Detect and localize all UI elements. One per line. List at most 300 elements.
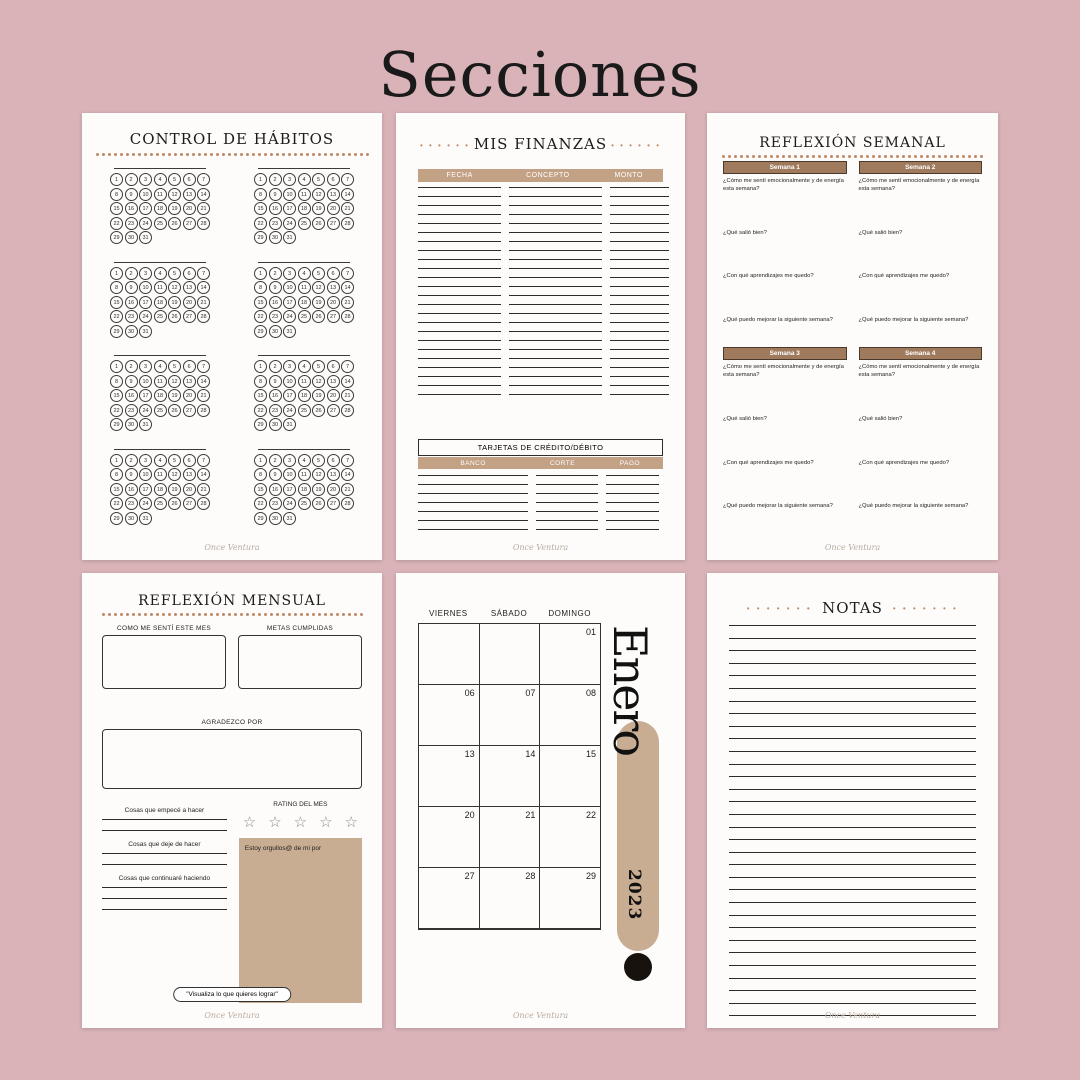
finance-row[interactable] bbox=[418, 331, 663, 332]
habit-day-circle[interactable]: 22 bbox=[110, 310, 123, 323]
habit-day-circle[interactable]: 19 bbox=[312, 389, 325, 402]
habit-day-circle[interactable]: 23 bbox=[269, 497, 282, 510]
habit-day-circle[interactable]: 18 bbox=[298, 389, 311, 402]
calendar-day-cell[interactable] bbox=[540, 685, 601, 746]
habit-day-circle[interactable]: 13 bbox=[183, 375, 196, 388]
habit-day-circle[interactable]: 10 bbox=[139, 188, 152, 201]
finance-cell-line[interactable] bbox=[418, 313, 501, 314]
finance-cell-line[interactable] bbox=[418, 196, 501, 197]
finance-row[interactable] bbox=[418, 196, 663, 197]
habit-day-circle[interactable]: 14 bbox=[341, 375, 354, 388]
habit-day-circle[interactable]: 27 bbox=[183, 217, 196, 230]
habit-block[interactable] bbox=[240, 168, 368, 258]
finance-cell-line[interactable] bbox=[418, 232, 501, 233]
finance-row[interactable] bbox=[418, 385, 663, 386]
finance-cell-line[interactable] bbox=[509, 349, 602, 350]
habit-day-circle[interactable]: 5 bbox=[168, 173, 181, 186]
habit-day-circle[interactable]: 18 bbox=[298, 296, 311, 309]
habit-day-circle[interactable]: 27 bbox=[183, 310, 196, 323]
habit-day-circle[interactable]: 14 bbox=[197, 188, 210, 201]
habit-name-line[interactable] bbox=[114, 355, 206, 356]
calendar-day-cell[interactable] bbox=[419, 807, 480, 868]
habit-day-circle[interactable]: 21 bbox=[197, 389, 210, 402]
finance-cell-line[interactable] bbox=[610, 349, 669, 350]
habit-day-circle[interactable]: 19 bbox=[168, 389, 181, 402]
finance-cell-line[interactable] bbox=[610, 394, 669, 395]
habit-day-circle[interactable]: 13 bbox=[327, 375, 340, 388]
finance-cell-line[interactable] bbox=[418, 187, 501, 188]
habit-day-circle[interactable]: 12 bbox=[168, 188, 181, 201]
habit-day-circle[interactable]: 19 bbox=[168, 296, 181, 309]
finance-cell-line[interactable] bbox=[509, 223, 602, 224]
finance-cell-line[interactable] bbox=[610, 187, 669, 188]
habit-day-circle[interactable]: 22 bbox=[254, 217, 267, 230]
finance-row[interactable] bbox=[418, 223, 663, 224]
habit-day-circle[interactable]: 27 bbox=[327, 310, 340, 323]
note-line[interactable] bbox=[729, 852, 976, 853]
habit-day-circles[interactable] bbox=[254, 454, 354, 525]
habit-day-circle[interactable]: 19 bbox=[312, 296, 325, 309]
cards-row[interactable] bbox=[418, 475, 663, 476]
habit-day-circle[interactable]: 9 bbox=[125, 468, 138, 481]
habit-day-circle[interactable]: 14 bbox=[197, 468, 210, 481]
monthly-goals-box[interactable] bbox=[238, 635, 362, 689]
habit-day-circle[interactable]: 29 bbox=[110, 231, 123, 244]
habit-block[interactable] bbox=[96, 262, 224, 352]
note-line[interactable] bbox=[729, 726, 976, 727]
monthly-list2-line[interactable] bbox=[102, 864, 227, 865]
finance-row[interactable] bbox=[418, 286, 663, 287]
habit-day-circle[interactable]: 28 bbox=[197, 310, 210, 323]
cards-cell-line[interactable] bbox=[606, 529, 660, 530]
habit-day-circle[interactable]: 29 bbox=[254, 325, 267, 338]
habit-block[interactable] bbox=[96, 168, 224, 258]
finance-cell-line[interactable] bbox=[610, 376, 669, 377]
finance-cell-line[interactable] bbox=[509, 322, 602, 323]
finance-cell-line[interactable] bbox=[610, 250, 669, 251]
note-line[interactable] bbox=[729, 688, 976, 689]
habit-day-circle[interactable]: 14 bbox=[341, 468, 354, 481]
habit-day-circle[interactable]: 7 bbox=[197, 267, 210, 280]
habit-day-circle[interactable]: 4 bbox=[154, 454, 167, 467]
habit-day-circle[interactable]: 1 bbox=[254, 267, 267, 280]
habit-day-circle[interactable]: 2 bbox=[125, 454, 138, 467]
habit-day-circle[interactable]: 7 bbox=[197, 454, 210, 467]
habit-day-circle[interactable]: 20 bbox=[327, 483, 340, 496]
finance-cell-line[interactable] bbox=[418, 304, 501, 305]
note-line[interactable] bbox=[729, 801, 976, 802]
note-line[interactable] bbox=[729, 978, 976, 979]
habit-day-circle[interactable]: 18 bbox=[154, 389, 167, 402]
habit-day-circle[interactable]: 29 bbox=[254, 418, 267, 431]
finance-row[interactable] bbox=[418, 241, 663, 242]
habit-day-circle[interactable]: 16 bbox=[269, 389, 282, 402]
note-line[interactable] bbox=[729, 940, 976, 941]
habit-block[interactable] bbox=[240, 262, 368, 352]
habit-day-circle[interactable]: 1 bbox=[110, 173, 123, 186]
habit-day-circle[interactable]: 19 bbox=[312, 483, 325, 496]
habit-day-circle[interactable]: 10 bbox=[139, 281, 152, 294]
cards-row[interactable] bbox=[418, 493, 663, 494]
monthly-rating-stars[interactable] bbox=[239, 813, 362, 830]
habit-day-circle[interactable]: 20 bbox=[183, 202, 196, 215]
habit-day-circle[interactable]: 25 bbox=[154, 497, 167, 510]
finance-cell-line[interactable] bbox=[509, 286, 602, 287]
habit-day-circle[interactable]: 16 bbox=[125, 296, 138, 309]
note-line[interactable] bbox=[729, 751, 976, 752]
finance-cell-line[interactable] bbox=[509, 277, 602, 278]
habit-day-circle[interactable]: 5 bbox=[168, 360, 181, 373]
cards-cell-line[interactable] bbox=[606, 502, 660, 503]
habit-day-circle[interactable]: 11 bbox=[298, 281, 311, 294]
finance-row[interactable] bbox=[418, 304, 663, 305]
habit-day-circle[interactable]: 7 bbox=[341, 173, 354, 186]
habit-day-circles[interactable] bbox=[254, 360, 354, 431]
note-line[interactable] bbox=[729, 827, 976, 828]
finance-cell-line[interactable] bbox=[418, 367, 501, 368]
habit-day-circle[interactable]: 18 bbox=[154, 483, 167, 496]
habit-day-circle[interactable]: 5 bbox=[312, 454, 325, 467]
star-icon[interactable]: ☆ bbox=[268, 814, 282, 831]
finance-cell-line[interactable] bbox=[610, 277, 669, 278]
cards-cell-line[interactable] bbox=[418, 511, 528, 512]
calendar-day-cell[interactable] bbox=[540, 746, 601, 807]
finance-entry-lines[interactable] bbox=[418, 187, 663, 403]
habit-day-circle[interactable]: 25 bbox=[154, 310, 167, 323]
habit-day-circle[interactable]: 12 bbox=[312, 375, 325, 388]
finance-cell-line[interactable] bbox=[509, 376, 602, 377]
habit-day-circle[interactable]: 15 bbox=[254, 389, 267, 402]
habit-day-circle[interactable]: 28 bbox=[197, 404, 210, 417]
cards-cell-line[interactable] bbox=[606, 493, 660, 494]
habit-day-circle[interactable]: 15 bbox=[254, 202, 267, 215]
habit-day-circle[interactable]: 12 bbox=[168, 281, 181, 294]
habit-day-circle[interactable]: 4 bbox=[298, 360, 311, 373]
habit-day-circle[interactable]: 22 bbox=[254, 310, 267, 323]
finance-cell-line[interactable] bbox=[610, 304, 669, 305]
calendar-day-cell[interactable] bbox=[419, 868, 480, 929]
habit-name-line[interactable] bbox=[258, 168, 350, 169]
habit-day-circle[interactable]: 11 bbox=[298, 468, 311, 481]
habit-day-circle[interactable]: 24 bbox=[283, 217, 296, 230]
habit-block[interactable] bbox=[240, 449, 368, 539]
habit-day-circle[interactable]: 7 bbox=[197, 360, 210, 373]
habit-day-circle[interactable]: 11 bbox=[154, 468, 167, 481]
habit-day-circle[interactable]: 21 bbox=[341, 483, 354, 496]
habit-block[interactable] bbox=[96, 355, 224, 445]
habit-day-circle[interactable]: 9 bbox=[269, 281, 282, 294]
habit-day-circle[interactable]: 17 bbox=[139, 202, 152, 215]
habit-day-circle[interactable]: 2 bbox=[269, 454, 282, 467]
monthly-list3-line[interactable] bbox=[102, 909, 227, 910]
habit-day-circle[interactable]: 15 bbox=[110, 389, 123, 402]
habit-day-circle[interactable]: 19 bbox=[312, 202, 325, 215]
finance-cell-line[interactable] bbox=[610, 358, 669, 359]
finance-cell-line[interactable] bbox=[610, 259, 669, 260]
finance-row[interactable] bbox=[418, 376, 663, 377]
habit-day-circle[interactable]: 24 bbox=[139, 310, 152, 323]
finance-row[interactable] bbox=[418, 232, 663, 233]
habit-day-circle[interactable]: 28 bbox=[197, 497, 210, 510]
weekly-week-block[interactable] bbox=[859, 161, 983, 333]
habit-day-circle[interactable]: 1 bbox=[110, 454, 123, 467]
finance-row[interactable] bbox=[418, 367, 663, 368]
cards-cell-line[interactable] bbox=[536, 484, 597, 485]
habit-day-circle[interactable]: 29 bbox=[110, 512, 123, 525]
finance-cell-line[interactable] bbox=[610, 331, 669, 332]
finance-cell-line[interactable] bbox=[418, 277, 501, 278]
finance-cell-line[interactable] bbox=[610, 322, 669, 323]
finance-cell-line[interactable] bbox=[418, 331, 501, 332]
note-line[interactable] bbox=[729, 952, 976, 953]
habit-day-circle[interactable]: 14 bbox=[197, 281, 210, 294]
habit-day-circle[interactable]: 4 bbox=[154, 267, 167, 280]
habit-day-circle[interactable]: 6 bbox=[327, 454, 340, 467]
habit-day-circle[interactable]: 30 bbox=[125, 418, 138, 431]
finance-cell-line[interactable] bbox=[418, 241, 501, 242]
habit-day-circle[interactable]: 9 bbox=[125, 188, 138, 201]
habit-day-circle[interactable]: 5 bbox=[312, 360, 325, 373]
habit-day-circle[interactable]: 22 bbox=[110, 497, 123, 510]
cards-cell-line[interactable] bbox=[418, 484, 528, 485]
finance-cell-line[interactable] bbox=[509, 295, 602, 296]
star-icon[interactable]: ☆ bbox=[293, 814, 308, 831]
habit-day-circle[interactable]: 19 bbox=[168, 202, 181, 215]
habit-day-circle[interactable]: 3 bbox=[283, 360, 296, 373]
finance-cell-line[interactable] bbox=[418, 340, 501, 341]
habit-name-line[interactable] bbox=[114, 449, 206, 450]
habit-day-circle[interactable]: 24 bbox=[283, 497, 296, 510]
habit-day-circle[interactable]: 7 bbox=[341, 454, 354, 467]
habit-day-circle[interactable]: 11 bbox=[154, 375, 167, 388]
sheet-calendario[interactable] bbox=[396, 573, 685, 1028]
note-line[interactable] bbox=[729, 915, 976, 916]
note-line[interactable] bbox=[729, 713, 976, 714]
habit-day-circle[interactable]: 18 bbox=[298, 202, 311, 215]
habit-day-circle[interactable]: 21 bbox=[341, 389, 354, 402]
habit-day-circle[interactable]: 26 bbox=[168, 404, 181, 417]
habit-day-circle[interactable]: 11 bbox=[298, 188, 311, 201]
note-line[interactable] bbox=[729, 1003, 976, 1004]
finance-cell-line[interactable] bbox=[418, 268, 501, 269]
habit-day-circle[interactable]: 15 bbox=[110, 296, 123, 309]
sheet-notas[interactable] bbox=[707, 573, 998, 1028]
habit-day-circle[interactable]: 9 bbox=[125, 375, 138, 388]
habit-day-circle[interactable]: 18 bbox=[154, 202, 167, 215]
habit-day-circle[interactable]: 8 bbox=[254, 375, 267, 388]
finance-cell-line[interactable] bbox=[509, 367, 602, 368]
finance-cell-line[interactable] bbox=[509, 340, 602, 341]
finance-cell-line[interactable] bbox=[418, 376, 501, 377]
habit-day-circle[interactable]: 22 bbox=[254, 497, 267, 510]
calendar-day-cell[interactable] bbox=[419, 746, 480, 807]
finance-cell-line[interactable] bbox=[610, 340, 669, 341]
habit-day-circle[interactable]: 6 bbox=[327, 360, 340, 373]
habit-day-circle[interactable]: 14 bbox=[341, 281, 354, 294]
habit-day-circle[interactable]: 6 bbox=[327, 173, 340, 186]
habit-day-circles[interactable] bbox=[254, 267, 354, 338]
finance-cell-line[interactable] bbox=[509, 241, 602, 242]
habit-day-circle[interactable]: 4 bbox=[298, 454, 311, 467]
finance-cell-line[interactable] bbox=[509, 232, 602, 233]
habit-day-circle[interactable]: 24 bbox=[139, 217, 152, 230]
habit-day-circle[interactable]: 14 bbox=[197, 375, 210, 388]
habit-day-circle[interactable]: 15 bbox=[254, 296, 267, 309]
finance-cell-line[interactable] bbox=[509, 205, 602, 206]
habit-day-circle[interactable]: 26 bbox=[312, 497, 325, 510]
finance-cell-line[interactable] bbox=[418, 250, 501, 251]
monthly-list2-line[interactable] bbox=[102, 853, 227, 854]
habit-day-circle[interactable]: 31 bbox=[283, 418, 296, 431]
monthly-feeling-box[interactable] bbox=[102, 635, 226, 689]
finance-cell-line[interactable] bbox=[418, 394, 501, 395]
habit-day-circle[interactable]: 28 bbox=[341, 310, 354, 323]
habit-day-circle[interactable]: 31 bbox=[283, 325, 296, 338]
cards-cell-line[interactable] bbox=[536, 529, 597, 530]
finance-cell-line[interactable] bbox=[610, 232, 669, 233]
habit-day-circle[interactable]: 13 bbox=[183, 281, 196, 294]
habit-day-circle[interactable]: 20 bbox=[183, 296, 196, 309]
habit-day-circle[interactable]: 10 bbox=[283, 188, 296, 201]
habit-day-circle[interactable]: 16 bbox=[269, 296, 282, 309]
habit-day-circle[interactable]: 23 bbox=[269, 310, 282, 323]
habit-day-circle[interactable]: 3 bbox=[283, 454, 296, 467]
habit-day-circle[interactable]: 30 bbox=[269, 512, 282, 525]
calendar-day-cell[interactable] bbox=[419, 685, 480, 746]
habit-day-circle[interactable]: 13 bbox=[183, 468, 196, 481]
habit-day-circle[interactable]: 26 bbox=[312, 310, 325, 323]
note-line[interactable] bbox=[729, 864, 976, 865]
habit-day-circle[interactable]: 21 bbox=[197, 202, 210, 215]
habit-day-circle[interactable]: 12 bbox=[312, 281, 325, 294]
habit-day-circle[interactable]: 31 bbox=[283, 512, 296, 525]
calendar-day-cell[interactable] bbox=[540, 868, 601, 929]
cards-cell-line[interactable] bbox=[418, 493, 528, 494]
habit-day-circle[interactable]: 10 bbox=[283, 281, 296, 294]
cards-cell-line[interactable] bbox=[536, 493, 597, 494]
habit-day-circle[interactable]: 17 bbox=[139, 483, 152, 496]
habit-day-circle[interactable]: 25 bbox=[298, 404, 311, 417]
finance-row[interactable] bbox=[418, 187, 663, 188]
habit-day-circle[interactable]: 23 bbox=[269, 404, 282, 417]
finance-cell-line[interactable] bbox=[418, 214, 501, 215]
finance-cell-line[interactable] bbox=[610, 241, 669, 242]
habit-day-circle[interactable]: 23 bbox=[125, 217, 138, 230]
habit-name-line[interactable] bbox=[258, 449, 350, 450]
habit-day-circle[interactable]: 6 bbox=[183, 454, 196, 467]
habit-day-circle[interactable]: 1 bbox=[254, 360, 267, 373]
weekly-week-block[interactable] bbox=[723, 161, 847, 333]
habit-day-circle[interactable]: 3 bbox=[283, 267, 296, 280]
habit-day-circle[interactable]: 22 bbox=[110, 404, 123, 417]
habit-day-circle[interactable]: 26 bbox=[168, 217, 181, 230]
habit-day-circle[interactable]: 28 bbox=[341, 217, 354, 230]
finance-cell-line[interactable] bbox=[418, 223, 501, 224]
cards-cell-line[interactable] bbox=[606, 511, 660, 512]
habit-day-circle[interactable]: 24 bbox=[139, 497, 152, 510]
habit-day-circle[interactable]: 25 bbox=[298, 217, 311, 230]
habit-day-circle[interactable]: 9 bbox=[269, 468, 282, 481]
finance-cell-line[interactable] bbox=[610, 205, 669, 206]
note-line[interactable] bbox=[729, 638, 976, 639]
habit-day-circle[interactable]: 20 bbox=[183, 483, 196, 496]
cards-row[interactable] bbox=[418, 502, 663, 503]
habit-day-circle[interactable]: 5 bbox=[168, 454, 181, 467]
habit-day-circles[interactable] bbox=[110, 173, 210, 244]
habit-day-circle[interactable]: 27 bbox=[183, 497, 196, 510]
habit-day-circle[interactable]: 17 bbox=[283, 202, 296, 215]
habit-day-circles[interactable] bbox=[110, 454, 210, 525]
habit-day-circle[interactable]: 10 bbox=[283, 468, 296, 481]
habit-block[interactable] bbox=[96, 449, 224, 539]
finance-cell-line[interactable] bbox=[418, 322, 501, 323]
habit-day-circle[interactable]: 5 bbox=[312, 267, 325, 280]
monthly-list1-line[interactable] bbox=[102, 819, 227, 820]
habit-day-circle[interactable]: 16 bbox=[125, 202, 138, 215]
habit-day-circle[interactable]: 19 bbox=[168, 483, 181, 496]
habit-day-circle[interactable]: 14 bbox=[341, 188, 354, 201]
monthly-list3-line[interactable] bbox=[102, 887, 227, 888]
habit-day-circle[interactable]: 13 bbox=[327, 188, 340, 201]
habit-day-circle[interactable]: 9 bbox=[269, 375, 282, 388]
habit-day-circle[interactable]: 30 bbox=[125, 231, 138, 244]
habit-day-circle[interactable]: 17 bbox=[283, 389, 296, 402]
habit-name-line[interactable] bbox=[258, 262, 350, 263]
finance-cell-line[interactable] bbox=[610, 214, 669, 215]
habit-day-circle[interactable]: 30 bbox=[125, 325, 138, 338]
finance-cell-line[interactable] bbox=[509, 304, 602, 305]
habit-day-circle[interactable]: 29 bbox=[254, 512, 267, 525]
cards-cell-line[interactable] bbox=[418, 529, 528, 530]
cards-cell-line[interactable] bbox=[536, 520, 597, 521]
habit-day-circle[interactable]: 30 bbox=[269, 325, 282, 338]
habit-day-circle[interactable]: 3 bbox=[139, 454, 152, 467]
habit-block[interactable] bbox=[240, 355, 368, 445]
habit-day-circle[interactable]: 23 bbox=[269, 217, 282, 230]
finance-cell-line[interactable] bbox=[418, 385, 501, 386]
habit-day-circle[interactable]: 8 bbox=[110, 468, 123, 481]
habit-name-line[interactable] bbox=[258, 355, 350, 356]
cards-cell-line[interactable] bbox=[418, 475, 528, 476]
habit-day-circle[interactable]: 22 bbox=[254, 404, 267, 417]
habit-day-circle[interactable]: 8 bbox=[110, 188, 123, 201]
habit-day-circle[interactable]: 25 bbox=[154, 217, 167, 230]
finance-cell-line[interactable] bbox=[418, 286, 501, 287]
finance-cell-line[interactable] bbox=[610, 367, 669, 368]
habit-day-circle[interactable]: 8 bbox=[110, 281, 123, 294]
habit-day-circle[interactable]: 13 bbox=[327, 468, 340, 481]
habit-day-circle[interactable]: 24 bbox=[283, 310, 296, 323]
finance-cell-line[interactable] bbox=[509, 385, 602, 386]
finance-cell-line[interactable] bbox=[509, 214, 602, 215]
calendar-day-cell[interactable] bbox=[540, 807, 601, 868]
habit-day-circle[interactable]: 11 bbox=[154, 188, 167, 201]
habit-day-circle[interactable]: 3 bbox=[139, 360, 152, 373]
habit-day-circles[interactable] bbox=[110, 267, 210, 338]
star-icon[interactable]: ☆ bbox=[242, 814, 257, 831]
habit-day-circle[interactable]: 27 bbox=[327, 497, 340, 510]
cards-cell-line[interactable] bbox=[536, 511, 597, 512]
weekly-week-block[interactable] bbox=[859, 347, 983, 519]
habit-name-line[interactable] bbox=[114, 168, 206, 169]
star-icon[interactable]: ☆ bbox=[344, 814, 358, 831]
calendar-day-cell[interactable] bbox=[480, 868, 541, 929]
note-line[interactable] bbox=[729, 776, 976, 777]
finance-row[interactable] bbox=[418, 340, 663, 341]
habit-day-circle[interactable]: 26 bbox=[312, 217, 325, 230]
habit-day-circle[interactable]: 2 bbox=[269, 173, 282, 186]
cards-cell-line[interactable] bbox=[606, 484, 660, 485]
